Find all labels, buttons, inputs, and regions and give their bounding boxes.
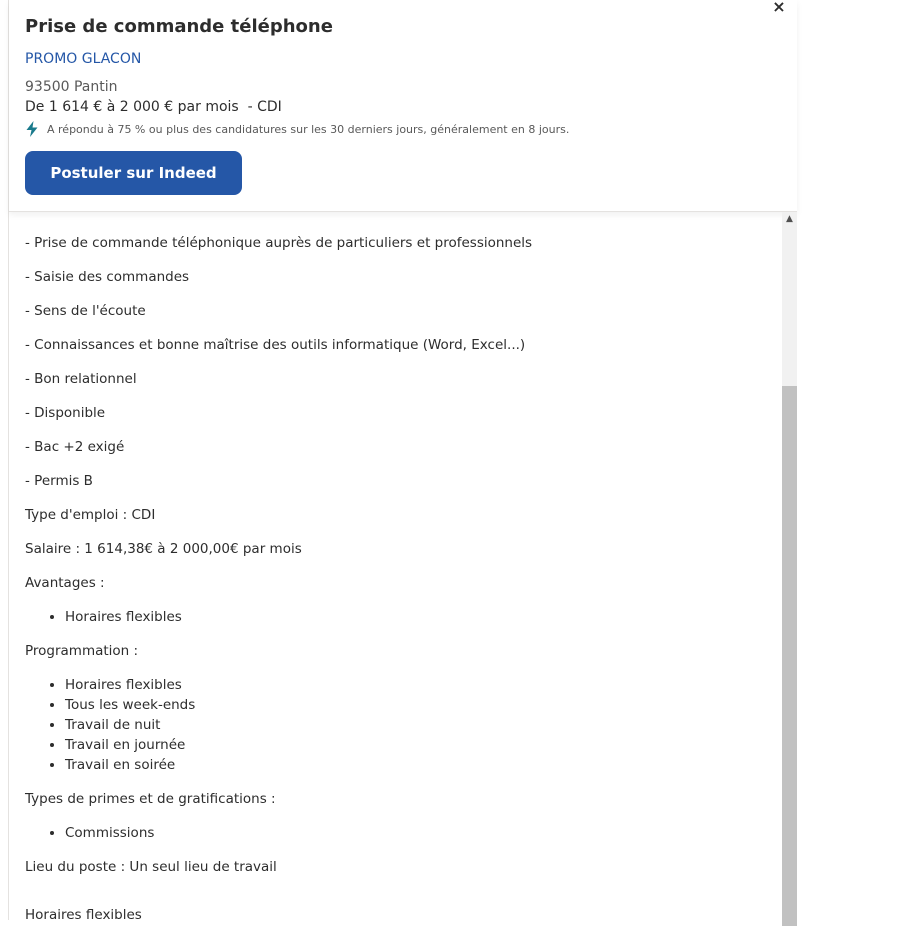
salary-detail: Salaire : 1 614,38€ à 2 000,00€ par mois: [25, 541, 302, 557]
description-line: - Sens de l'écoute: [25, 303, 146, 319]
description-line: - Connaissances et bonne maîtrise des outils informatique (Word, Excel...): [25, 337, 526, 353]
work-location: Lieu du poste : Un seul lieu de travail: [25, 859, 277, 875]
benefits-heading: Avantages :: [25, 575, 105, 591]
salary-and-contract: De 1 614 € à 2 000 € par mois - CDI: [25, 99, 282, 115]
description-line: - Permis B: [25, 473, 93, 489]
list-item: • Travail en journée: [65, 735, 765, 755]
job-title: Prise de commande téléphone: [25, 16, 333, 37]
job-type: Type d'emploi : CDI: [25, 507, 156, 523]
description-line: - Saisie des commandes: [25, 269, 190, 285]
job-description: [25, 233, 765, 939]
close-icon[interactable]: ×: [772, 0, 786, 16]
apply-button[interactable]: Postuler sur Indeed: [25, 151, 242, 195]
list-item: • Travail de nuit: [65, 715, 765, 735]
scrollbar[interactable]: [782, 212, 797, 920]
lightning-bolt-icon: [25, 121, 39, 137]
bonus-list: [25, 823, 765, 843]
description-line: - Disponible: [25, 405, 106, 421]
description-line: Horaires flexibles: [25, 907, 142, 923]
job-detail-panel: [8, 0, 797, 923]
list-item: • Tous les week-ends: [65, 695, 765, 715]
company-link[interactable]: PROMO GLACON: [25, 51, 142, 67]
bonus-heading: Types de primes et de gratifications :: [25, 791, 276, 807]
schedule-list: [25, 675, 765, 775]
description-line: - Bac +2 exigé: [25, 439, 125, 455]
scrollbar-thumb[interactable]: [782, 386, 797, 926]
benefits-list: [25, 607, 765, 627]
list-item: • Commissions: [65, 823, 765, 843]
list-item: • Travail en soirée: [65, 755, 765, 775]
chevron-up-icon[interactable]: ▲: [786, 214, 793, 224]
job-location: 93500 Pantin: [25, 79, 118, 95]
description-line: - Bon relationnel: [25, 371, 137, 387]
responsiveness-text: A répondu à 75 % ou plus des candidatures sur les 30 derniers jours, généralement en 8 jours.: [47, 122, 570, 136]
responsiveness-note: [25, 121, 569, 137]
list-item: • Horaires flexibles: [65, 675, 765, 695]
list-item: • Horaires flexibles: [65, 607, 765, 627]
description-line: - Prise de commande téléphonique auprès de particuliers et professionnels: [25, 235, 533, 251]
schedule-heading: Programmation :: [25, 643, 139, 659]
job-header: [9, 0, 797, 212]
